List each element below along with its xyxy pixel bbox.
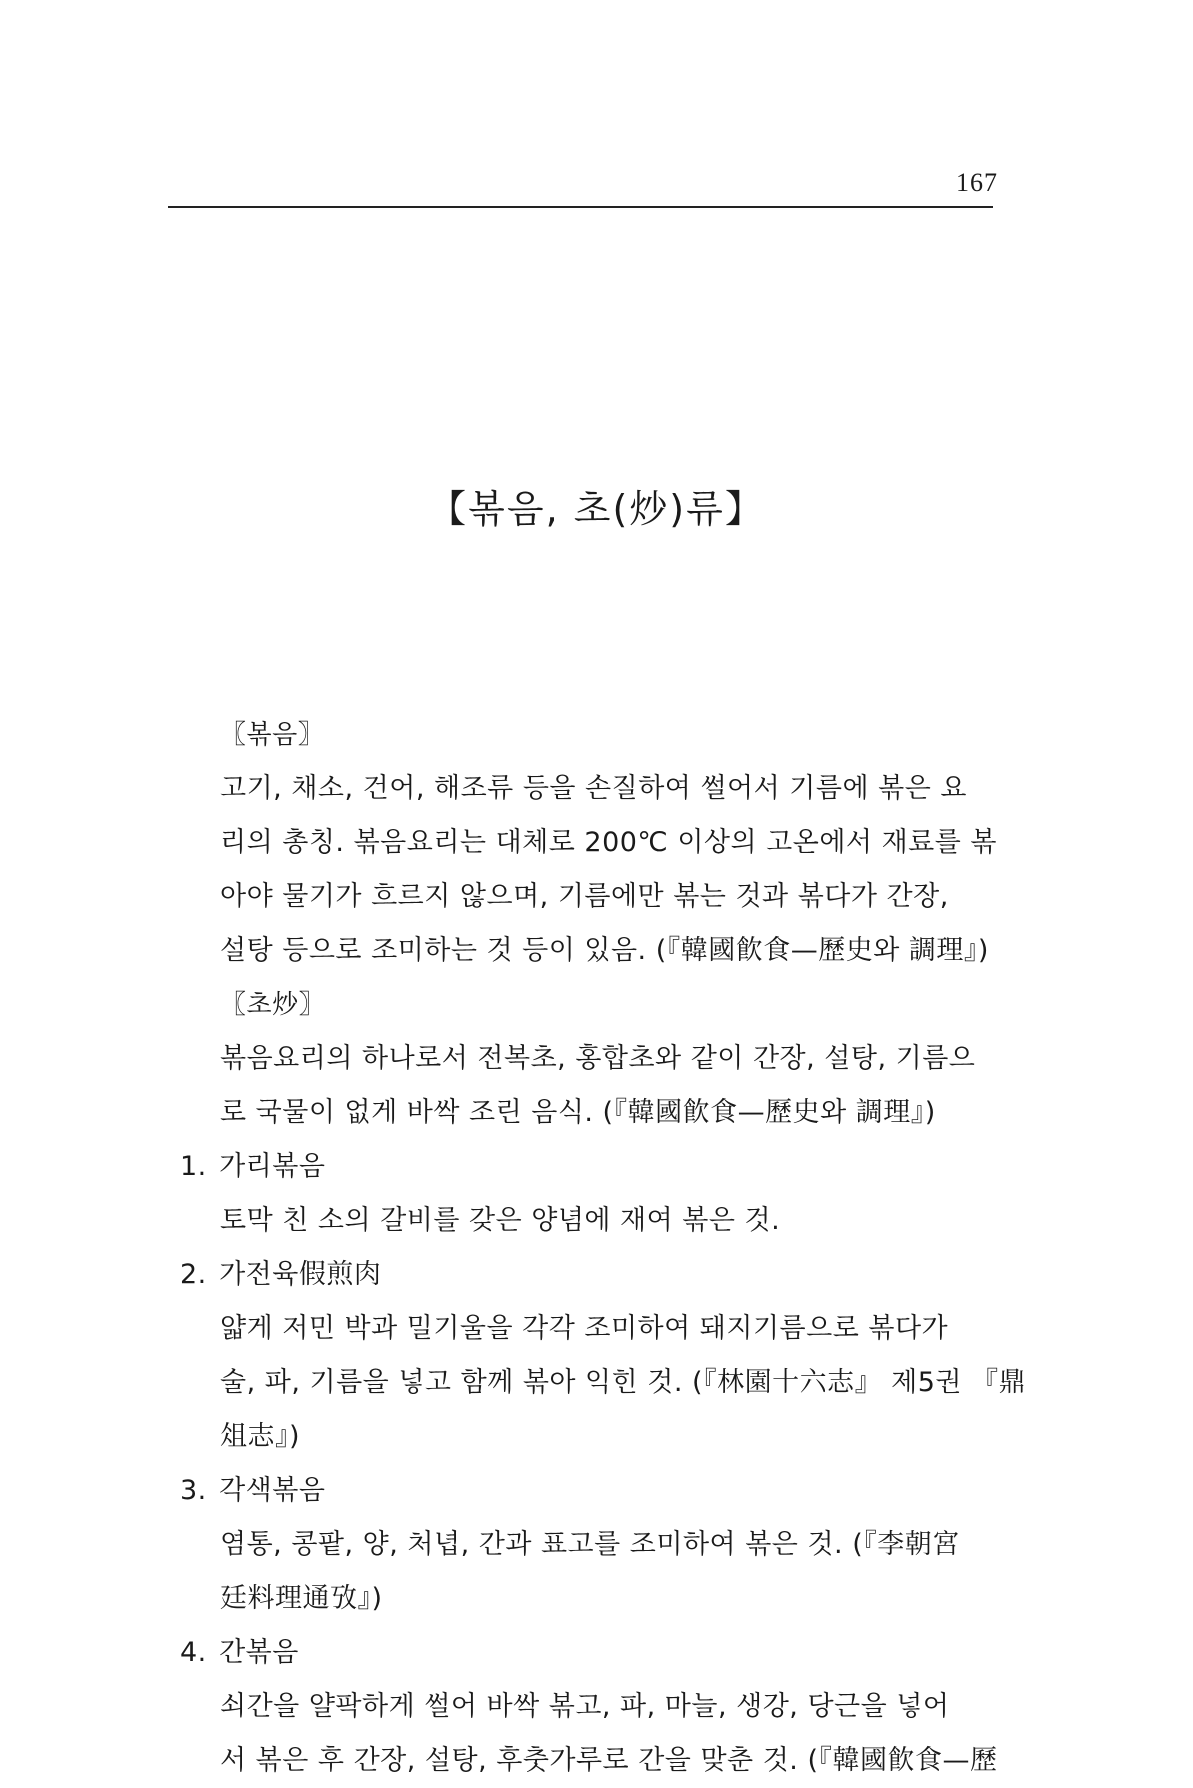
body-line: 리의 총칭. 볶음요리는 대체로 200℃ 이상의 고온에서 재료를 볶 <box>220 827 997 858</box>
entry-number: 2. <box>180 1259 207 1290</box>
entry-number: 4. <box>180 1637 207 1668</box>
body-line: 고기, 채소, 건어, 해조류 등을 손질하여 썰어서 기름에 볶은 요 <box>220 773 967 804</box>
entry-title: 간볶음 <box>219 1637 299 1668</box>
entry-title: 가리볶음 <box>219 1151 326 1182</box>
entry-heading <box>180 1248 1000 1302</box>
page-number: 167 <box>956 168 998 197</box>
entry-number: 1. <box>180 1151 207 1182</box>
header-rule <box>168 206 993 208</box>
body-line: 볶음요리의 하나로서 전복초, 홍합초와 같이 간장, 설탕, 기름으 <box>220 1043 976 1074</box>
body-line: 토막 친 소의 갈비를 갖은 양념에 재여 볶은 것. <box>220 1205 781 1236</box>
body-line: 염통, 콩팥, 양, 처녑, 간과 표고를 조미하여 볶은 것. (『李朝宮 <box>220 1529 960 1560</box>
page-content <box>180 708 1027 1788</box>
body-line: 廷料理通攷』) <box>220 1583 383 1614</box>
section-heading: 〖볶음〗 <box>220 720 325 750</box>
body-line: 로 국물이 없게 바싹 조린 음식. (『韓國飮食—歷史와 調理』) <box>220 1097 936 1128</box>
entry-title: 각색볶음 <box>219 1475 326 1506</box>
entry-heading <box>180 1464 1000 1518</box>
entry-heading <box>180 1140 1000 1194</box>
body-line: 쇠간을 얄팍하게 썰어 바싹 볶고, 파, 마늘, 생강, 당근을 넣어 <box>220 1691 950 1722</box>
body-line: 얇게 저민 박과 밀기울을 각각 조미하여 돼지기름으로 볶다가 <box>220 1313 949 1344</box>
entry-title: 가전육假煎肉 <box>219 1259 382 1290</box>
body-line: 설탕 등으로 조미하는 것 등이 있음. (『韓國飮食—歷史와 調理』) <box>220 935 989 966</box>
entry-number: 3. <box>180 1475 207 1506</box>
body-line: 서 볶은 후 간장, 설탕, 후춧가루로 간을 맞춘 것. (『韓國飮食—歷 <box>220 1745 998 1776</box>
body-line: 아야 물기가 흐르지 않으며, 기름에만 볶는 것과 볶다가 간장, <box>220 881 949 912</box>
section-heading: 〖초炒〗 <box>220 990 326 1020</box>
body-line: 俎志』) <box>220 1421 301 1452</box>
entry-heading <box>180 1626 1000 1680</box>
chapter-title: 【볶음, 초(炒)류】 <box>428 487 765 531</box>
body-line: 술, 파, 기름을 넣고 함께 볶아 익힌 것. (『林園十六志』 제5권 『鼎 <box>220 1367 1027 1398</box>
